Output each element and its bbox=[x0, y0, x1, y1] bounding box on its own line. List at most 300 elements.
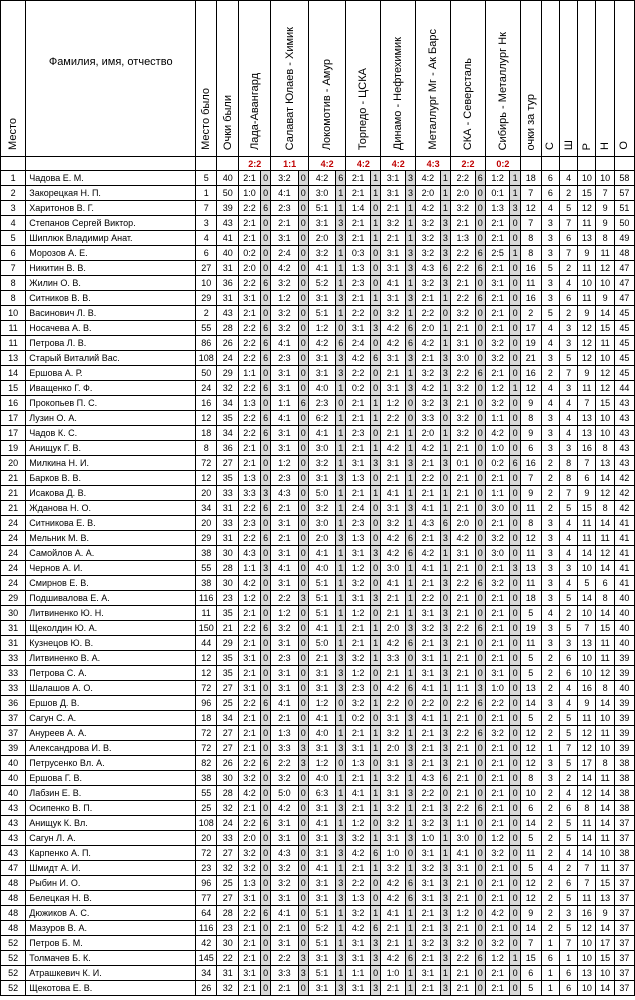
total-points-cell: 41 bbox=[614, 561, 634, 576]
pred-3-cell: 3:1 bbox=[308, 351, 335, 366]
pts-5-cell: 6 bbox=[405, 876, 415, 891]
place-was-cell: 24 bbox=[196, 381, 217, 396]
pts-3-cell: 1 bbox=[336, 621, 346, 636]
place-cell: 8 bbox=[1, 276, 26, 291]
tour-points-cell: 5 bbox=[520, 606, 541, 621]
pred-3-cell: 3:1 bbox=[308, 366, 335, 381]
pred-4-cell: 3:2 bbox=[346, 696, 370, 711]
pred-3-cell: 4:1 bbox=[308, 261, 335, 276]
place-cell: 20 bbox=[1, 456, 26, 471]
header-s: С bbox=[541, 1, 559, 157]
pts-7-cell: 0 bbox=[475, 276, 485, 291]
participant-name-cell: Анищук Г. В. bbox=[26, 441, 196, 456]
stat-r-cell: 16 bbox=[578, 906, 596, 921]
place-cell: 3 bbox=[1, 201, 26, 216]
total-points-cell: 43 bbox=[614, 396, 634, 411]
pred-7-cell: 3:1 bbox=[451, 546, 475, 561]
pts-2-cell: 0 bbox=[298, 261, 308, 276]
pred-5-cell: 3:1 bbox=[381, 711, 405, 726]
pred-5-cell: 3:2 bbox=[381, 861, 405, 876]
pts-7-cell: 6 bbox=[475, 951, 485, 966]
points-were-cell: 40 bbox=[217, 246, 239, 261]
total-points-cell: 40 bbox=[614, 591, 634, 606]
pred-5-cell: 3:2 bbox=[381, 816, 405, 831]
tour-points-cell: 11 bbox=[520, 501, 541, 516]
pred-5-cell: 1:0 bbox=[381, 846, 405, 861]
stat-s-cell: 1 bbox=[541, 981, 559, 996]
points-were-cell: 43 bbox=[217, 306, 239, 321]
pred-7-cell: 2:1 bbox=[451, 771, 475, 786]
pred-5-cell: 3:2 bbox=[381, 216, 405, 231]
stat-r-cell: 7 bbox=[578, 861, 596, 876]
stat-sh-cell: 2 bbox=[559, 306, 577, 321]
pts-6-cell: 3 bbox=[440, 741, 450, 756]
tour-points-cell: 18 bbox=[520, 591, 541, 606]
pred-4-cell: 4:2 bbox=[346, 846, 370, 861]
pts-3-cell: 1 bbox=[336, 936, 346, 951]
tour-points-cell: 18 bbox=[520, 171, 541, 186]
pred-5-cell: 2:0 bbox=[381, 741, 405, 756]
pred-7-cell: 2:0 bbox=[451, 186, 475, 201]
tour-points-cell: 11 bbox=[520, 636, 541, 651]
pts-8-cell: 0 bbox=[510, 696, 520, 711]
pred-1-cell: 2:2 bbox=[239, 351, 261, 366]
stat-r-cell: 6 bbox=[578, 471, 596, 486]
pred-1-cell: 2:2 bbox=[239, 201, 261, 216]
pred-4-cell: 3:2 bbox=[346, 831, 370, 846]
pts-7-cell: 0 bbox=[475, 591, 485, 606]
pts-4-cell: 3 bbox=[370, 981, 380, 996]
stat-r-cell: 8 bbox=[578, 801, 596, 816]
pred-6-cell: 2:2 bbox=[416, 471, 440, 486]
pred-3-cell: 4:1 bbox=[308, 816, 335, 831]
place-cell: 24 bbox=[1, 516, 26, 531]
participant-name-cell: Исакова Д. В. bbox=[26, 486, 196, 501]
points-were-cell: 23 bbox=[217, 921, 239, 936]
pred-6-cell: 4:2 bbox=[416, 546, 440, 561]
pts-2-cell: 0 bbox=[298, 831, 308, 846]
table-row bbox=[1, 606, 635, 621]
stat-n-cell: 9 bbox=[596, 201, 614, 216]
pred-4-cell: 3:1 bbox=[346, 936, 370, 951]
pred-6-cell: 4:2 bbox=[416, 201, 440, 216]
pts-5-cell: 6 bbox=[405, 321, 415, 336]
table-row bbox=[1, 246, 635, 261]
pts-2-cell: 0 bbox=[298, 936, 308, 951]
stat-s-cell: 3 bbox=[541, 231, 559, 246]
pts-6-cell: 3 bbox=[440, 246, 450, 261]
points-were-cell: 24 bbox=[217, 351, 239, 366]
pred-2-cell: 4:2 bbox=[271, 801, 298, 816]
place-cell: 6 bbox=[1, 246, 26, 261]
pts-8-cell: 0 bbox=[510, 261, 520, 276]
stat-s-cell: 4 bbox=[541, 201, 559, 216]
stat-s-cell: 1 bbox=[541, 741, 559, 756]
pred-6-cell: 3:1 bbox=[416, 606, 440, 621]
stat-n-cell: 14 bbox=[596, 516, 614, 531]
pred-6-cell: 2:1 bbox=[416, 456, 440, 471]
pts-7-cell: 0 bbox=[475, 426, 485, 441]
pred-3-cell: 5:1 bbox=[308, 591, 335, 606]
pred-1-cell: 2:1 bbox=[239, 636, 261, 651]
stat-r-cell: 14 bbox=[578, 546, 596, 561]
stat-r-cell: 9 bbox=[578, 366, 596, 381]
pts-4-cell: 3 bbox=[370, 321, 380, 336]
table-row bbox=[1, 651, 635, 666]
table-row bbox=[1, 396, 635, 411]
pred-5-cell: 4:2 bbox=[381, 876, 405, 891]
pred-8-cell: 0:2 bbox=[485, 456, 509, 471]
place-was-cell: 96 bbox=[196, 876, 217, 891]
pred-7-cell: 2:1 bbox=[451, 501, 475, 516]
pred-4-cell: 2:1 bbox=[346, 411, 370, 426]
stat-r-cell: 11 bbox=[578, 516, 596, 531]
place-was-cell: 23 bbox=[196, 861, 217, 876]
table-row bbox=[1, 426, 635, 441]
total-points-cell: 47 bbox=[614, 261, 634, 276]
pred-5-cell: 3:1 bbox=[381, 351, 405, 366]
pred-5-cell: 3:1 bbox=[381, 501, 405, 516]
pts-7-cell: 6 bbox=[475, 621, 485, 636]
place-cell: 15 bbox=[1, 381, 26, 396]
pts-5-cell: 1 bbox=[405, 426, 415, 441]
pred-7-cell: 2:1 bbox=[451, 441, 475, 456]
table-row bbox=[1, 966, 635, 981]
pred-1-cell: 3:2 bbox=[239, 861, 261, 876]
pts-7-cell: 0 bbox=[475, 981, 485, 996]
pts-1-cell: 0 bbox=[260, 876, 270, 891]
pred-7-cell: 2:1 bbox=[451, 636, 475, 651]
pts-6-cell: 3 bbox=[440, 621, 450, 636]
pts-6-cell: 1 bbox=[440, 336, 450, 351]
pts-2-cell: 0 bbox=[298, 906, 308, 921]
pts-6-cell: 3 bbox=[440, 921, 450, 936]
pred-7-cell: 2:1 bbox=[451, 471, 475, 486]
stat-sh-cell: 3 bbox=[559, 336, 577, 351]
stat-r-cell: 17 bbox=[578, 756, 596, 771]
stat-n-cell: 11 bbox=[596, 861, 614, 876]
pts-5-cell: 3 bbox=[405, 171, 415, 186]
pts-6-cell: 1 bbox=[440, 561, 450, 576]
pred-4-cell: 3:1 bbox=[346, 546, 370, 561]
place-cell: 48 bbox=[1, 876, 26, 891]
tour-points-cell: 8 bbox=[520, 516, 541, 531]
pts-5-cell: 6 bbox=[405, 336, 415, 351]
pred-7-cell: 1:1 bbox=[451, 681, 475, 696]
pts-2-cell: 0 bbox=[298, 456, 308, 471]
stat-s-cell: 2 bbox=[541, 711, 559, 726]
pred-8-cell: 2:1 bbox=[485, 516, 509, 531]
stat-sh-cell: 6 bbox=[559, 966, 577, 981]
points-were-cell: 33 bbox=[217, 831, 239, 846]
points-were-cell: 43 bbox=[217, 216, 239, 231]
pred-1-cell: 2:1 bbox=[239, 216, 261, 231]
pred-8-cell: 3:2 bbox=[485, 336, 509, 351]
pred-1-cell: 2:2 bbox=[239, 336, 261, 351]
pred-3-cell: 3:0 bbox=[308, 441, 335, 456]
pts-2-cell: 3 bbox=[298, 951, 308, 966]
pred-3-cell: 1:2 bbox=[308, 696, 335, 711]
pts-8-cell: 3 bbox=[510, 561, 520, 576]
pts-7-cell: 0 bbox=[475, 936, 485, 951]
total-points-cell: 42 bbox=[614, 501, 634, 516]
total-points-cell: 40 bbox=[614, 681, 634, 696]
pred-6-cell: 2:1 bbox=[416, 531, 440, 546]
stat-n-cell: 12 bbox=[596, 666, 614, 681]
points-were-cell: 28 bbox=[217, 786, 239, 801]
pred-6-cell: 4:1 bbox=[416, 681, 440, 696]
participant-name-cell: Ершов Д. В. bbox=[26, 696, 196, 711]
pts-8-cell: 0 bbox=[510, 351, 520, 366]
participant-name-cell: Старый Виталий Вас. bbox=[26, 351, 196, 366]
pred-4-cell: 3:1 bbox=[346, 981, 370, 996]
pred-1-cell: 2:2 bbox=[239, 621, 261, 636]
pred-8-cell: 0:1 bbox=[485, 186, 509, 201]
tour-points-cell: 16 bbox=[520, 261, 541, 276]
participant-name-cell: Подшивалова Е. А. bbox=[26, 591, 196, 606]
stat-s-cell: 2 bbox=[541, 726, 559, 741]
pts-1-cell: 0 bbox=[260, 636, 270, 651]
pts-3-cell: 1 bbox=[336, 546, 346, 561]
total-points-cell: 49 bbox=[614, 231, 634, 246]
pred-2-cell: 4:3 bbox=[271, 846, 298, 861]
table-row bbox=[1, 456, 635, 471]
pts-2-cell: 3 bbox=[298, 756, 308, 771]
stat-sh-cell: 4 bbox=[559, 696, 577, 711]
points-were-cell: 26 bbox=[217, 756, 239, 771]
pred-3-cell: 2:3 bbox=[308, 396, 335, 411]
participant-name-cell: Шмидт А. И. bbox=[26, 861, 196, 876]
stat-r-cell: 14 bbox=[578, 831, 596, 846]
pts-4-cell: 0 bbox=[370, 471, 380, 486]
pred-8-cell: 2:1 bbox=[485, 606, 509, 621]
pts-5-cell: 1 bbox=[405, 516, 415, 531]
points-were-cell: 25 bbox=[217, 696, 239, 711]
pts-1-cell: 0 bbox=[260, 546, 270, 561]
pts-8-cell: 0 bbox=[510, 891, 520, 906]
stat-sh-cell: 3 bbox=[559, 636, 577, 651]
pts-5-cell: 0 bbox=[405, 846, 415, 861]
tour-points-cell: 14 bbox=[520, 921, 541, 936]
pred-4-cell: 3:1 bbox=[346, 741, 370, 756]
stat-r-cell: 11 bbox=[578, 381, 596, 396]
pred-6-cell: 2:1 bbox=[416, 486, 440, 501]
place-was-cell: 77 bbox=[196, 891, 217, 906]
points-were-cell: 30 bbox=[217, 546, 239, 561]
pred-4-cell: 2:1 bbox=[346, 621, 370, 636]
pred-5-cell: 1:0 bbox=[381, 966, 405, 981]
table-row bbox=[1, 531, 635, 546]
table-row bbox=[1, 186, 635, 201]
stat-sh-cell: 4 bbox=[559, 546, 577, 561]
pred-6-cell: 4:2 bbox=[416, 336, 440, 351]
pred-5-cell: 4:1 bbox=[381, 576, 405, 591]
place-was-cell: 55 bbox=[196, 561, 217, 576]
pred-4-cell: 2:1 bbox=[346, 396, 370, 411]
pred-4-cell: 1:3 bbox=[346, 261, 370, 276]
pts-6-cell: 1 bbox=[440, 381, 450, 396]
pts-1-cell: 0 bbox=[260, 786, 270, 801]
pred-2-cell: 1:1 bbox=[271, 396, 298, 411]
place-was-cell: 55 bbox=[196, 321, 217, 336]
total-points-cell: 57 bbox=[614, 186, 634, 201]
pred-4-cell: 0:2 bbox=[346, 711, 370, 726]
stat-n-cell: 14 bbox=[596, 801, 614, 816]
pts-3-cell: 0 bbox=[336, 396, 346, 411]
pts-4-cell: 1 bbox=[370, 411, 380, 426]
pts-2-cell: 0 bbox=[298, 246, 308, 261]
header-row bbox=[1, 1, 635, 157]
pred-1-cell: 3:2 bbox=[239, 771, 261, 786]
stat-s-cell: 4 bbox=[541, 336, 559, 351]
stat-r-cell: 11 bbox=[578, 531, 596, 546]
pts-6-cell: 3 bbox=[440, 876, 450, 891]
pts-8-cell: 0 bbox=[510, 621, 520, 636]
pts-4-cell: 6 bbox=[370, 351, 380, 366]
points-were-cell: 27 bbox=[217, 891, 239, 906]
pred-7-cell: 3:0 bbox=[451, 831, 475, 846]
pred-2-cell: 3:1 bbox=[271, 936, 298, 951]
pred-4-cell: 2:1 bbox=[346, 171, 370, 186]
header-match-8: Сибирь - Металлург Нк bbox=[485, 1, 520, 157]
pred-3-cell: 4:2 bbox=[308, 336, 335, 351]
total-points-cell: 39 bbox=[614, 741, 634, 756]
pts-3-cell: 1 bbox=[336, 816, 346, 831]
pts-8-cell: 3 bbox=[510, 201, 520, 216]
pts-7-cell: 0 bbox=[475, 231, 485, 246]
pts-6-cell: 1 bbox=[440, 651, 450, 666]
pred-6-cell: 4:3 bbox=[416, 516, 440, 531]
pred-5-cell: 4:2 bbox=[381, 951, 405, 966]
total-points-cell: 38 bbox=[614, 801, 634, 816]
header-r: Р bbox=[578, 1, 596, 157]
tour-points-cell: 13 bbox=[520, 561, 541, 576]
pts-6-cell: 1 bbox=[440, 291, 450, 306]
pred-1-cell: 3:1 bbox=[239, 681, 261, 696]
pts-8-cell: 0 bbox=[510, 936, 520, 951]
stat-n-cell: 8 bbox=[596, 501, 614, 516]
pts-8-cell: 1 bbox=[510, 186, 520, 201]
stat-s-cell: 3 bbox=[541, 591, 559, 606]
participant-name-cell: Мазуров В. А. bbox=[26, 921, 196, 936]
participant-name-cell: Ершова А. Р. bbox=[26, 366, 196, 381]
pts-6-cell: 3 bbox=[440, 216, 450, 231]
pred-3-cell: 4:1 bbox=[308, 861, 335, 876]
pts-1-cell: 6 bbox=[260, 426, 270, 441]
place-cell: 7 bbox=[1, 261, 26, 276]
table-row bbox=[1, 201, 635, 216]
pred-6-cell: 3:1 bbox=[416, 666, 440, 681]
points-were-cell: 31 bbox=[217, 531, 239, 546]
pred-2-cell: 2:1 bbox=[271, 921, 298, 936]
pred-8-cell: 2:1 bbox=[485, 921, 509, 936]
participant-name-cell: Прокопьев П. С. bbox=[26, 396, 196, 411]
pts-4-cell: 0 bbox=[370, 366, 380, 381]
pts-4-cell: 0 bbox=[370, 201, 380, 216]
pred-6-cell: 3:3 bbox=[416, 411, 440, 426]
place-was-cell: 72 bbox=[196, 726, 217, 741]
place-cell: 5 bbox=[1, 231, 26, 246]
place-was-cell: 108 bbox=[196, 816, 217, 831]
pred-8-cell: 2:1 bbox=[485, 366, 509, 381]
pts-6-cell: 3 bbox=[440, 606, 450, 621]
pts-4-cell: 1 bbox=[370, 396, 380, 411]
pred-6-cell: 2:2 bbox=[416, 591, 440, 606]
pts-5-cell: 1 bbox=[405, 981, 415, 996]
pred-8-cell: 1:2 bbox=[485, 171, 509, 186]
pred-8-cell: 3:0 bbox=[485, 546, 509, 561]
tour-points-cell: 8 bbox=[520, 246, 541, 261]
place-was-cell: 20 bbox=[196, 831, 217, 846]
pts-8-cell: 0 bbox=[510, 366, 520, 381]
stat-sh-cell: 7 bbox=[559, 936, 577, 951]
pred-2-cell: 2:1 bbox=[271, 981, 298, 996]
pred-7-cell: 2:1 bbox=[451, 741, 475, 756]
pred-6-cell: 4:2 bbox=[416, 381, 440, 396]
stat-r-cell: 10 bbox=[578, 951, 596, 966]
place-was-cell: 8 bbox=[196, 441, 217, 456]
pts-8-cell: 6 bbox=[510, 456, 520, 471]
pts-4-cell: 1 bbox=[370, 696, 380, 711]
pts-1-cell: 0 bbox=[260, 741, 270, 756]
pts-2-cell: 0 bbox=[298, 291, 308, 306]
pred-3-cell: 3:2 bbox=[308, 456, 335, 471]
pred-5-cell: 4:2 bbox=[381, 441, 405, 456]
pts-3-cell: 3 bbox=[336, 801, 346, 816]
total-points-cell: 43 bbox=[614, 426, 634, 441]
pts-8-cell: 0 bbox=[510, 651, 520, 666]
table-row bbox=[1, 846, 635, 861]
pred-5-cell: 3:1 bbox=[381, 381, 405, 396]
pred-8-cell: 2:1 bbox=[485, 891, 509, 906]
pts-7-cell: 0 bbox=[475, 501, 485, 516]
pred-6-cell: 2:1 bbox=[416, 981, 440, 996]
stat-r-cell: 12 bbox=[578, 201, 596, 216]
pred-7-cell: 2:2 bbox=[451, 726, 475, 741]
pred-7-cell: 1:2 bbox=[451, 906, 475, 921]
pred-8-cell: 2:1 bbox=[485, 771, 509, 786]
pred-8-cell: 3:2 bbox=[485, 531, 509, 546]
participant-name-cell: Анищук К. Вл. bbox=[26, 816, 196, 831]
pred-7-cell: 2:2 bbox=[451, 246, 475, 261]
stat-n-cell: 14 bbox=[596, 981, 614, 996]
place-was-cell: 38 bbox=[196, 546, 217, 561]
pred-8-cell: 2:1 bbox=[485, 981, 509, 996]
total-points-cell: 43 bbox=[614, 411, 634, 426]
pred-3-cell: 1:2 bbox=[308, 756, 335, 771]
pts-7-cell: 0 bbox=[475, 486, 485, 501]
total-points-cell: 37 bbox=[614, 876, 634, 891]
stat-sh-cell: 4 bbox=[559, 396, 577, 411]
total-points-cell: 37 bbox=[614, 831, 634, 846]
pred-4-cell: 2:1 bbox=[346, 726, 370, 741]
pts-8-cell: 0 bbox=[510, 516, 520, 531]
participant-name-cell: Шалашов А. О. bbox=[26, 681, 196, 696]
pts-3-cell: 1 bbox=[336, 186, 346, 201]
pts-7-cell: 0 bbox=[475, 351, 485, 366]
tour-points-cell: 9 bbox=[520, 426, 541, 441]
pred-1-cell: 2:2 bbox=[239, 321, 261, 336]
pred-2-cell: 3:1 bbox=[271, 891, 298, 906]
pred-1-cell: 2:0 bbox=[239, 261, 261, 276]
pred-2-cell: 1:2 bbox=[271, 456, 298, 471]
participant-name-cell: Милкина Н. И. bbox=[26, 456, 196, 471]
pts-6-cell: 3 bbox=[440, 351, 450, 366]
stat-s-cell: 3 bbox=[541, 216, 559, 231]
table-row bbox=[1, 726, 635, 741]
table-row bbox=[1, 696, 635, 711]
pts-3-cell: 0 bbox=[336, 321, 346, 336]
